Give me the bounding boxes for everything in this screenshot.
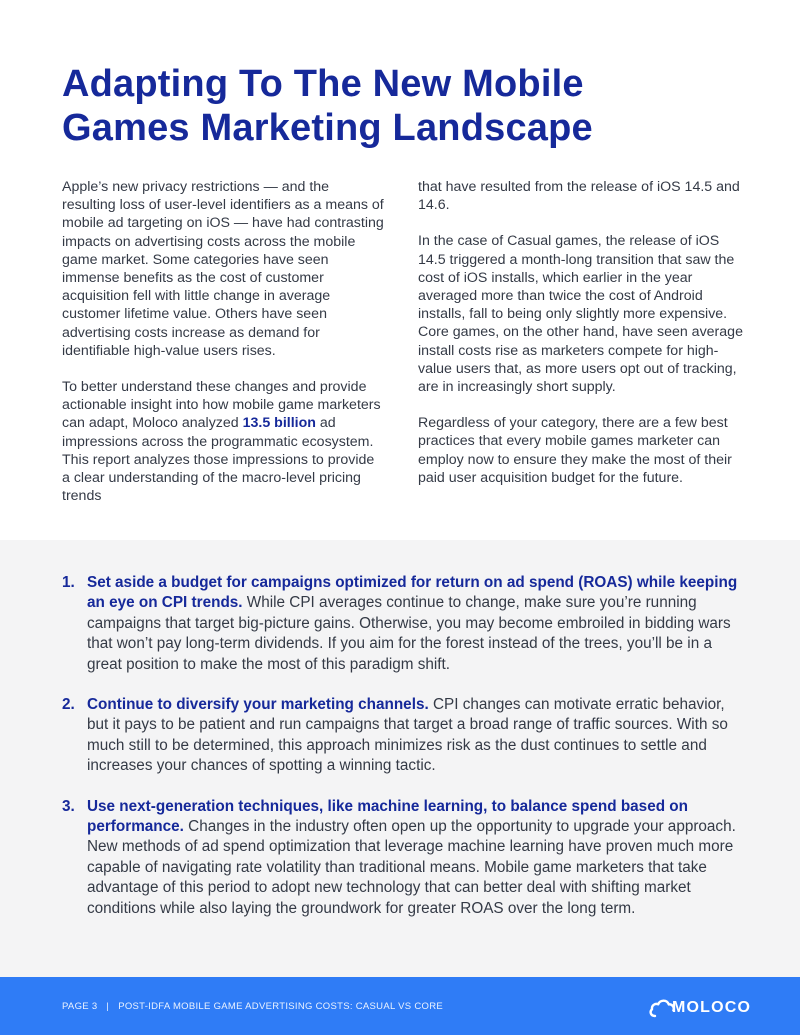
page-title [62, 62, 742, 150]
impressions-count: 13.5 billion [242, 415, 316, 432]
practice-number: 1. [62, 574, 75, 591]
left-paragraph-2-rest: ad impressions across the programmatic ecosystem. This report analyzes those impressions to provide a clear understanding of the macro-level pricing trends [62, 415, 375, 505]
practice-number: 3. [62, 797, 75, 815]
title-line-1: Adapting To The New Mobile [62, 63, 584, 105]
right-column [418, 178, 748, 505]
practice-item-1 [62, 573, 742, 675]
practice-body: CPI changes can motivate erratic behavior, but it pays to be patient and run campaigns that target a broad range of traffic sources. With so much still to be determined, this approach minimizes risk as the dust continues to settle and increases your chances of spotting a winning tactic. [87, 696, 728, 775]
practice-body: Changes in the industry often open up the opportunity to upgrade your approach. New methods of ad spend optimization that leverage machine learning have proven much more capable of navigating rate volatility than traditional means. Mobile game marketers that take advantage of this period to adopt new technology that can better deal with shifting market conditions while also laying the groundwork for greater ROAS over the long term. [87, 818, 736, 917]
moloco-logo [648, 994, 751, 1022]
footer-separator: | [106, 1001, 110, 1012]
practice-body: While CPI averages continue to change, make sure you’re running campaigns that target big-picture gains. Otherwise, you may become embroiled in bidding wars that won’t pay long-term dividends. If you aim for the forest instead of the trees, you’ll be in a great position to make the most of this paradigm shift. [87, 594, 731, 673]
practice-number: 2. [62, 696, 75, 714]
left-paragraph-1: Apple’s new privacy restrictions — and the resulting loss of user-level identifiers as a means of mobile ad targeting on iOS — have had contrasting impacts on advertising costs across the mobile game market. Some categories have seen immense benefits as the cost of customer acquisition fell with little change in average customer lifetime value. Others have seen advertising costs increase as demand for identifiable high-value users rises. [62, 179, 384, 359]
practice-heading: Set aside a budget for campaigns optimized for return on ad spend (ROAS) while keeping an eye on CPI trends. [87, 574, 738, 612]
page-number: PAGE 3 [62, 1001, 98, 1012]
right-paragraph-1: that have resulted from the release of iOS 14.5 and 14.6. [418, 179, 740, 214]
page-footer [0, 977, 800, 1035]
practice-item-3 [62, 797, 742, 919]
practice-item-2 [62, 695, 742, 777]
left-paragraph-2-intro: To better understand these changes and provide actionable insight into how mobile game marketers can adapt, Moloco analyzed [62, 379, 381, 432]
practice-heading: Use next-generation techniques, like machine learning, to balance spend based on performance. [87, 797, 688, 836]
right-paragraph-2: In the case of Casual games, the release of iOS 14.5 triggered a month-long transition that saw the cost of iOS installs, which earlier in the year averaged more than twice the cost of Android installs, fall to being only slightly more expensive. Core games, on the other hand, have seen average install costs rise as marketers compete for high-value users that, as more users opt out of tracking, are in increasingly short supply. [418, 233, 743, 396]
right-paragraph-3: Regardless of your category, there are a few best practices that every mobile games marketer can employ now to ensure they make the most of their paid user acquisition budget for the future. [418, 415, 732, 486]
title-line-2: Games Marketing Landscape [62, 107, 593, 149]
practice-heading: Continue to diversify your marketing channels. [87, 696, 429, 714]
left-column [62, 178, 384, 523]
left-paragraph-2 [62, 378, 384, 505]
best-practices-list [62, 573, 742, 939]
document-title: POST-IDFA MOBILE GAME ADVERTISING COSTS: CASUAL VS CORE [118, 1001, 443, 1012]
footer-text [62, 1001, 443, 1012]
logo-wordmark: MOLOCO [672, 999, 752, 1016]
